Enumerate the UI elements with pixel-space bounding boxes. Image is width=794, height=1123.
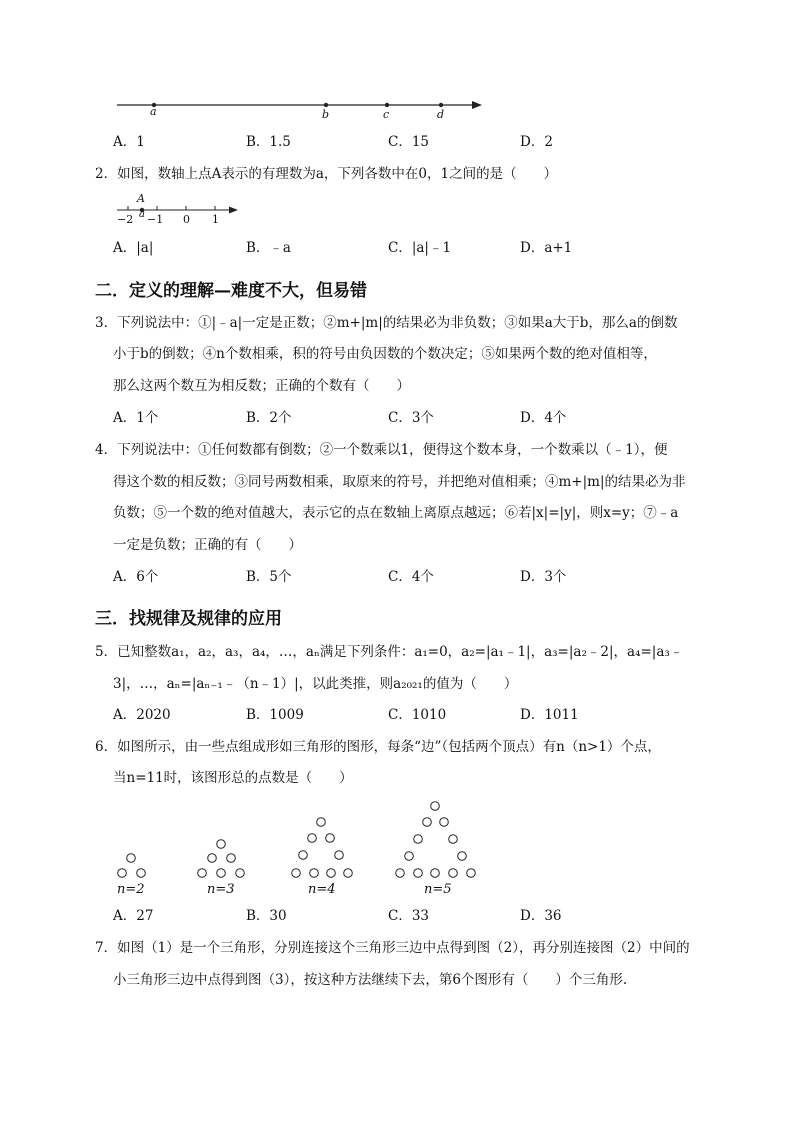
q2-question-text: 2．如图，数轴上点A表示的有理数为a，下列各数中在0，1之间的是（ ） xyxy=(95,166,558,182)
q6-option-d[interactable]: D．36 xyxy=(520,908,562,924)
q7-line-1: 7．如图（1）是一个三角形，分别连接这个三角形三边中点得到图（2），再分别连接图（2）中间的 xyxy=(95,940,690,956)
q6-line-2: 当n=11时，该图形总的点数是（ ） xyxy=(113,770,353,786)
q6-option-b[interactable]: B．30 xyxy=(246,908,287,924)
q3-option-a[interactable]: A．1个 xyxy=(113,410,159,426)
q1-axis-label-a: a xyxy=(150,105,157,118)
q6-option-a[interactable]: A．27 xyxy=(113,908,154,924)
q3-option-b[interactable]: B．2个 xyxy=(246,410,292,426)
q4-option-b[interactable]: B．5个 xyxy=(246,569,292,585)
q6-figure-label-n2: n=2 xyxy=(117,882,145,897)
q5-option-b[interactable]: B．1009 xyxy=(246,707,304,723)
q5-option-a[interactable]: A．2020 xyxy=(113,707,171,723)
q1-axis-label-b: b xyxy=(322,108,330,121)
q5-option-d[interactable]: D．1011 xyxy=(520,707,579,723)
q4-option-a[interactable]: A．6个 xyxy=(113,569,159,585)
q2-option-a[interactable]: A．|a| xyxy=(113,240,154,256)
q4-line-2: 得这个数的相反数；③同号两数相乘，取原来的符号，并把绝对值相乘；④m+|m|的结果必为非 xyxy=(113,474,686,490)
q4-line-3: 负数；⑤一个数的绝对值越大，表示它的点在数轴上离原点越远；⑥若|x|=|y|，则x=y；⑦﹣a xyxy=(113,505,679,521)
q4-line-1: 4．下列说法中：①任何数都有倒数；②一个数乘以1，便得这个数本身，一个数乘以（﹣1），便 xyxy=(95,442,668,458)
q5-option-c[interactable]: C．1010 xyxy=(388,707,447,723)
q7-line-2: 小三角形三边中点得到图（3），按这种方法继续下去，第6个图形有（ ）个三角形. xyxy=(113,972,628,988)
q6-option-c[interactable]: C．33 xyxy=(388,908,430,924)
q3-line-1: 3．下列说法中：①|﹣a|一定是正数；②m+|m|的结果必为非负数；③如果a大于b，那么a的倒数 xyxy=(95,315,678,331)
q2-tick-0: 0 xyxy=(183,213,190,226)
q2-tick-a: a xyxy=(139,209,145,220)
section-heading-2: 二．定义的理解—难度不大，但易错 xyxy=(95,281,367,301)
q1-option-c[interactable]: C．15 xyxy=(388,134,430,150)
q1-option-b[interactable]: B．1.5 xyxy=(246,134,291,150)
q2-option-d[interactable]: D．a+1 xyxy=(520,240,573,256)
q6-line-1: 6．如图所示，由一些点组成形如三角形的图形，每条“边”（包括两个顶点）有n（n>1）个点， xyxy=(95,739,661,755)
q1-option-d[interactable]: D．2 xyxy=(520,134,553,150)
q3-line-3: 那么这两个数互为相反数；正确的个数有（ ） xyxy=(113,378,410,394)
q6-figure-label-n5: n=5 xyxy=(424,882,452,897)
q3-line-2: 小于b的倒数；④n个数相乘，积的符号由负因数的个数决定；⑤如果两个数的绝对值相等， xyxy=(113,346,657,362)
q5-line-1: 5．已知整数a₁，a₂，a₃，a₄，…，aₙ满足下列条件：a₁=0，a₂=|a₁﹣1|，a₃=|a₂﹣2|，a₄=|a₃﹣ xyxy=(95,644,684,660)
q4-option-c[interactable]: C．4个 xyxy=(388,569,434,585)
q4-option-d[interactable]: D．3个 xyxy=(520,569,567,585)
q3-option-d[interactable]: D．4个 xyxy=(520,410,567,426)
q2-option-b[interactable]: B．﹣a xyxy=(246,240,291,256)
q6-figure-label-n4: n=4 xyxy=(308,882,336,897)
q2-option-c[interactable]: C．|a|﹣1 xyxy=(388,240,452,256)
q2-tick-1: 1 xyxy=(212,213,219,226)
q5-line-2: 3|，…，aₙ=|aₙ₋₁﹣（n﹣1）|，以此类推，则a₂₀₂₁的值为（ ） xyxy=(113,676,518,692)
section-heading-3: 三．找规律及规律的应用 xyxy=(95,609,282,629)
q2-tick-neg2: −2 xyxy=(117,213,134,226)
q2-tick-neg1: −1 xyxy=(147,213,164,226)
q1-axis-label-c: c xyxy=(383,108,390,121)
q6-figure-label-n3: n=3 xyxy=(207,882,235,897)
q4-line-4: 一定是负数；正确的有（ ） xyxy=(113,537,302,553)
q1-option-a[interactable]: A．1 xyxy=(113,134,145,150)
q2-point-label: A xyxy=(137,192,145,205)
q1-axis-label-d: d xyxy=(437,108,445,121)
q3-option-c[interactable]: C．3个 xyxy=(388,410,434,426)
